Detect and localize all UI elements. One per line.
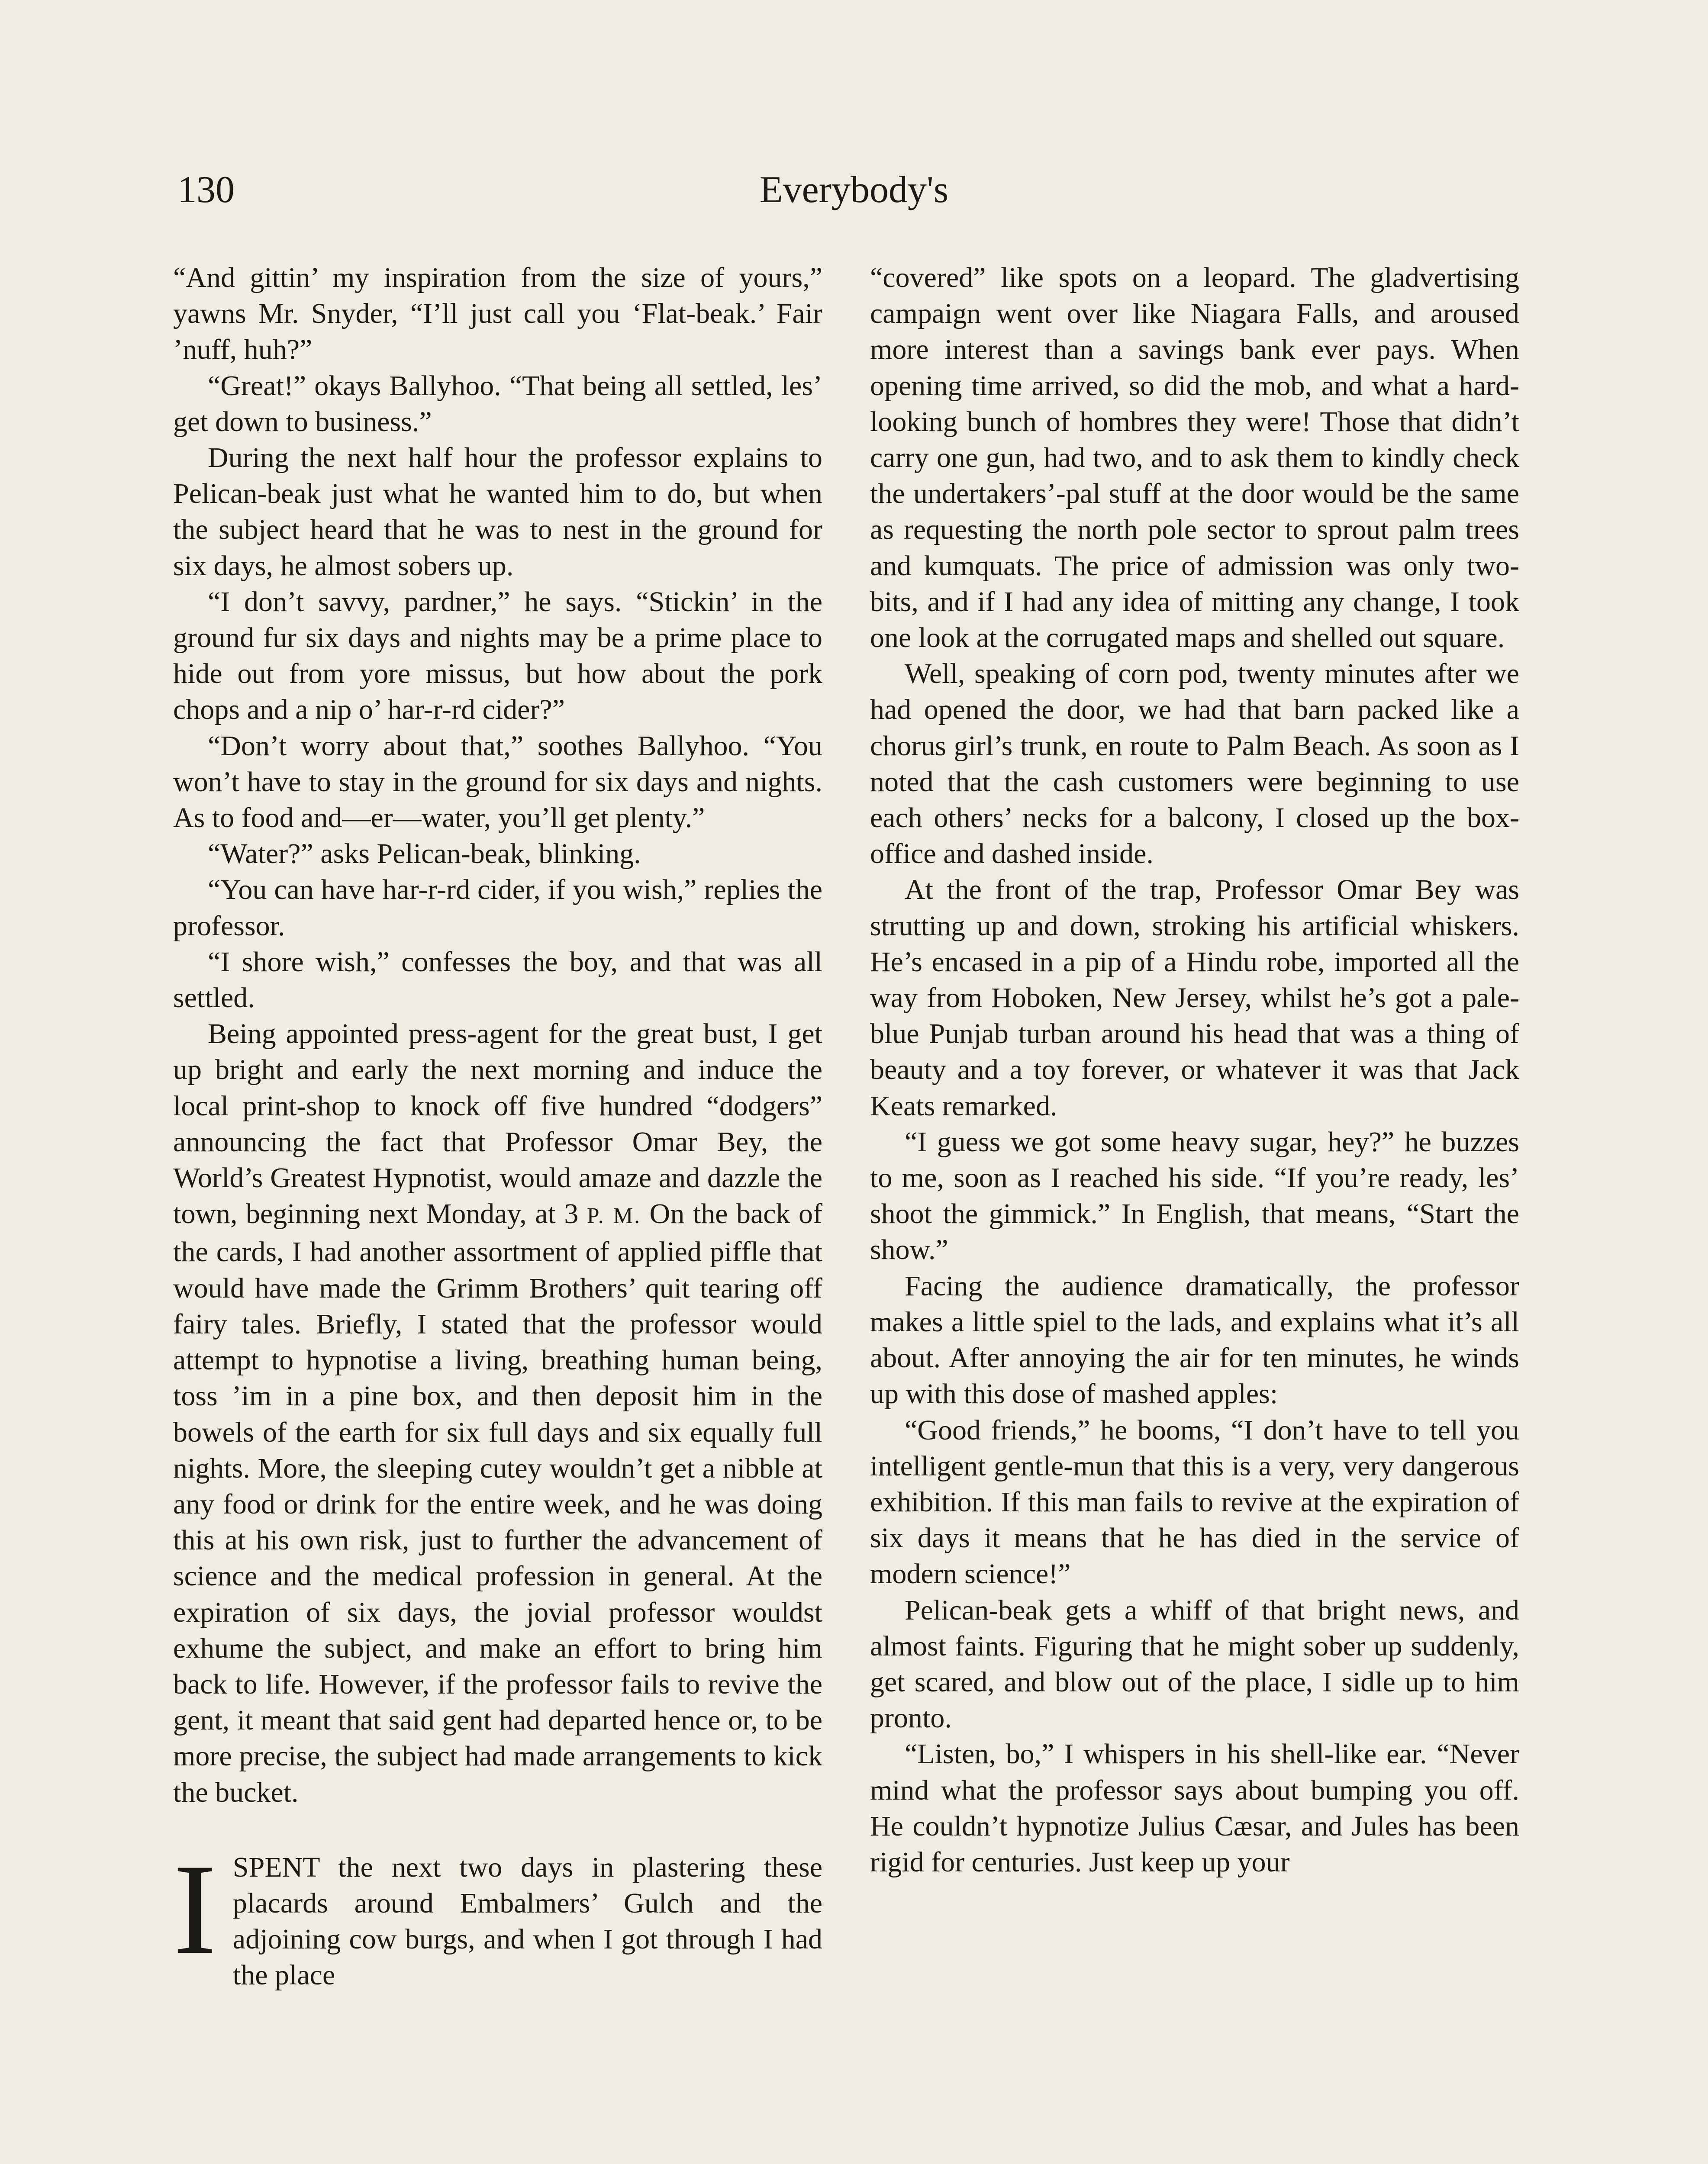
paragraph-text: SPENT the next two days in plastering these placards around Embalmers’ Gulch and the adjoining cow burgs, and when I got through I had the place	[232, 1851, 822, 1991]
paragraph: “I guess we got some heavy sugar, hey?” he buzzes to me, soon as I reached his side. “If you’re ready, les’ shoot the gimmick.” In English, that means, “Start the show.”	[870, 1126, 1519, 1266]
paragraph: “I don’t savvy, pardner,” he says. “Stickin’ in the ground fur six days and nights may be a prime place to hide out from yore missus, but how about the pork chops and a nip o’ har-r-rd cider?”	[173, 586, 822, 726]
paragraph-text: On the back of the cards, I had another assortment of applied piffle that would have made the Grimm Brothers’ quit tearing off fairy tales. Briefly, I stated that the professor would attempt to hypnotise a living, breathing human being, toss ’im in a pine box, and then deposit him in the bowels of the earth for six full days and six equally full nights. More, the sleeping cutey wouldn’t get a nibble at any food or drink for the entire week, and he was doing this at his own risk, just to further the advancement of science and the medical profession in general. At the expiration of six days, the jovial professor wouldst exhume the subject, and make an effort to bring him back to life. However, if the professor fails to revive the gent, it meant that said gent had departed hence or, to be more precise, the subject had made arrangements to kick the bucket.	[173, 1198, 822, 1808]
paragraph: “Good friends,” he booms, “I don’t have to tell you intelligent gentle-mun that this is a very, very dangerous exhibition. If this man fails to revive at the expiration of six days it means that he has died in the service of modern science!”	[870, 1414, 1519, 1590]
time-small-caps: P. M.	[587, 1204, 641, 1229]
paragraph: “Don’t worry about that,” soothes Ballyhoo. “You won’t have to stay in the ground for six days and nights. As to food and—er—water, you’ll get plenty.”	[173, 730, 822, 834]
paragraph: “Listen, bo,” I whispers in his shell-like ear. “Never mind what the professor says about bumping you off. He couldn’t hypnotize Julius Cæsar, and Jules has been rigid for centuries. Just keep up your	[870, 1738, 1519, 1878]
paragraph: Pelican-beak gets a whiff of that bright news, and almost faints. Figuring that he might sober up suddenly, get scared, and blow out of the place, I sidle up to him pronto.	[870, 1594, 1519, 1734]
paragraph: “Great!” okays Ballyhoo. “That being all settled, les’ get down to business.”	[173, 370, 822, 438]
dropcap: I	[173, 1837, 216, 1981]
paragraph	[173, 1016, 822, 1810]
running-title: Everybody's	[759, 169, 949, 211]
paragraph: During the next half hour the professor explains to Pelican-beak just what he wanted him to do, but when the subject heard that he was to nest in the ground for six days, he almost sobers up.	[173, 442, 822, 582]
paragraph: “covered” like spots on a leopard. The gladvertising campaign went over like Niagara Falls, and aroused more interest than a savings bank ever pays. When opening time arrived, so did the mob, and what a hard-looking bunch of hombres they were! Those that didn’t carry one gun, had two, and to ask them to kindly check the undertakers’-pal stuff at the door would be the same as requesting the north pole sector to sprout palm trees and kumquats. The price of admission was only two-bits, and if I had any idea of mitting any change, I took one look at the corrugated maps and shelled out square.	[870, 262, 1519, 654]
paragraph: Facing the audience dramatically, the professor makes a little spiel to the lads, and explains what it’s all about. After annoying the air for ten minutes, he winds up with this dose of mashed apples:	[870, 1270, 1519, 1410]
section-break-paragraph	[173, 1837, 822, 1993]
left-column	[173, 260, 822, 1993]
right-column	[870, 260, 1519, 1880]
page-number: 130	[177, 169, 235, 211]
paragraph: At the front of the trap, Professor Omar Bey was strutting up and down, stroking his artificial whiskers. He’s encased in a pip of a Hindu robe, imported all the way from Hoboken, New Jersey, whilst he’s got a pale-blue Punjab turban around his head that was a thing of beauty and a toy forever, or whatever it was that Jack Keats remarked.	[870, 874, 1519, 1122]
paragraph: “I shore wish,” confesses the boy, and that was all settled.	[173, 946, 822, 1014]
paragraph: “And gittin’ my inspiration from the size of yours,” yawns Mr. Snyder, “I’ll just call you ‘Flat-beak.’ Fair ’nuff, huh?”	[173, 262, 822, 366]
paragraph-text: Being appointed press-agent for the great bust, I get up bright and early the next morning and induce the local print-shop to knock off five hundred “dodgers” announcing the fact that Professor Omar Bey, the World’s Greatest Hypnotist, would amaze and dazzle the town, beginning next Monday, at 3	[173, 1018, 822, 1230]
paragraph: “You can have har-r-rd cider, if you wish,” replies the professor.	[173, 874, 822, 942]
paragraph: Well, speaking of corn pod, twenty minutes after we had opened the door, we had that barn packed like a chorus girl’s trunk, en route to Palm Beach. As soon as I noted that the cash customers were beginning to use each others’ necks for a balcony, I closed up the box-office and dashed inside.	[870, 658, 1519, 870]
paragraph: “Water?” asks Pelican-beak, blinking.	[208, 838, 641, 870]
